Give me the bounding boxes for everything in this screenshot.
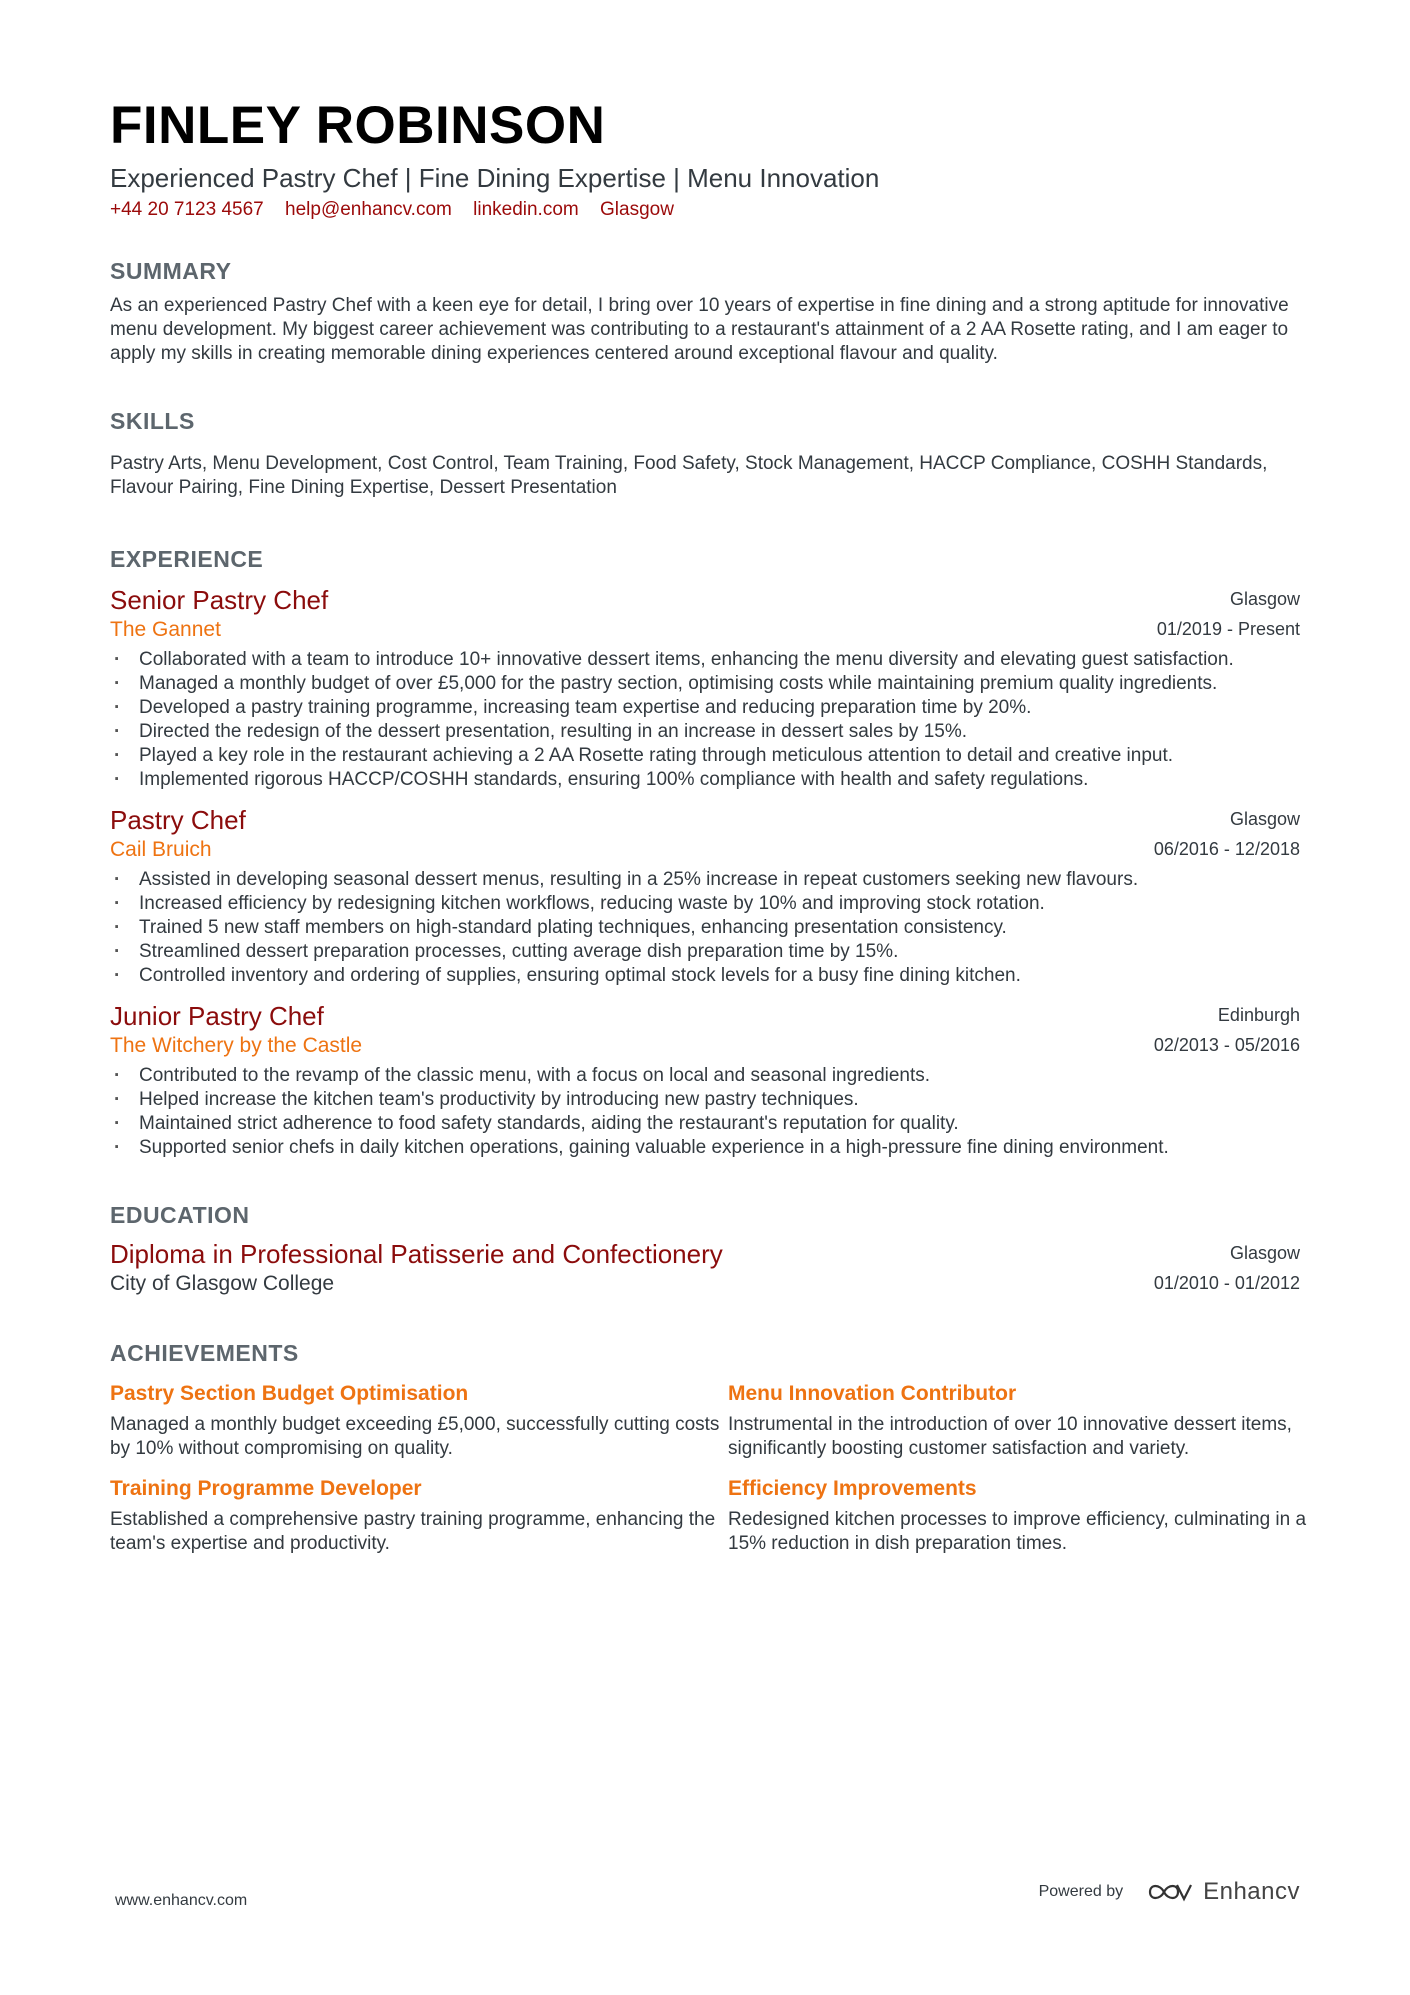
- achievement-desc: Established a comprehensive pastry training programme, enhancing the team's expertise and productivity.: [110, 1509, 716, 1554]
- bullet-item: · Trained 5 new staff members on high-standard plating techniques, enhancing presentation consistency.: [110, 916, 1300, 940]
- bullet-item: · Directed the redesign of the dessert presentation, resulting in an increase in dessert sales by 15%.: [110, 720, 1300, 744]
- achievement-title: Menu Innovation Contributor: [728, 1382, 1017, 1405]
- job-bullets: [110, 648, 1300, 792]
- brand-name: Enhancv: [1203, 1878, 1300, 1905]
- summary-section: [110, 256, 1300, 366]
- job-dates: 01/2019 - Present: [1156, 619, 1300, 639]
- education-school: City of Glasgow College: [110, 1272, 335, 1295]
- job-company: The Gannet: [110, 618, 221, 641]
- bullet-item: · Played a key role in the restaurant achieving a 2 AA Rosette rating through meticulous attention to detail and creative input.: [110, 744, 1300, 768]
- achievement-title: Efficiency Improvements: [728, 1477, 977, 1500]
- achievement-item: [110, 1380, 728, 1461]
- job-meta: [1154, 804, 1300, 864]
- achievement-desc: Managed a monthly budget exceeding £5,000, successfully cutting costs by 10% without compromising on quality.: [110, 1414, 720, 1459]
- contact-phone[interactable]: +44 20 7123 4567: [110, 199, 264, 220]
- summary-text: As an experienced Pastry Chef with a keen eye for detail, I bring over 10 years of expertise in fine dining and a strong aptitude for innovative menu development. My biggest career achievement was contributing to a restaurant's attainment of a 2 AA Rosette rating, and I am eager to apply my skills in creating memorable dining experiences centered around exceptional flavour and quality.: [110, 295, 1289, 364]
- skills-section: [110, 406, 1300, 500]
- achievements-grid: [110, 1380, 1307, 1556]
- job-bullets: [110, 1064, 1300, 1160]
- job-meta: [1154, 1000, 1300, 1060]
- section-title-education: EDUCATION: [110, 1202, 250, 1228]
- bullet-item: · Helped increase the kitchen team's productivity by introducing new pastry techniques.: [110, 1088, 1300, 1112]
- achievement-desc: Redesigned kitchen processes to improve efficiency, culminating in a 15% reduction in dish preparation times.: [728, 1509, 1307, 1554]
- section-title-experience: EXPERIENCE: [110, 546, 264, 572]
- contact-email[interactable]: help@enhancv.com: [285, 199, 452, 220]
- job-entry: [110, 1000, 1300, 1160]
- education-meta: [1154, 1238, 1300, 1298]
- achievement-item: [728, 1475, 1308, 1556]
- job-title: Pastry Chef: [110, 805, 246, 835]
- bullet-item: · Increased efficiency by redesigning kitchen workflows, reducing waste by 10% and improving stock rotation.: [110, 892, 1300, 916]
- skills-text: Pastry Arts, Menu Development, Cost Control, Team Training, Food Safety, Stock Management, HACCP Compliance, COSHH Standards, Flavour Pairing, Fine Dining Expertise, Dessert Presentation: [110, 453, 1268, 498]
- bullet-item: · Assisted in developing seasonal dessert menus, resulting in a 25% increase in repeat customers seeking new flavours.: [110, 868, 1300, 892]
- achievement-title: Training Programme Developer: [110, 1477, 422, 1500]
- achievement-item: [110, 1475, 728, 1556]
- contact-location: Glasgow: [600, 199, 674, 220]
- headline: Experienced Pastry Chef | Fine Dining Expertise | Menu Innovation: [110, 163, 880, 193]
- bullet-item: · Managed a monthly budget of over £5,000 for the pastry section, optimising costs while maintaining premium quality ingredients.: [110, 672, 1300, 696]
- job-title: Junior Pastry Chef: [110, 1001, 324, 1031]
- job-bullets: [110, 868, 1300, 988]
- job-entry: [110, 804, 1300, 988]
- experience-section: [110, 544, 1300, 1160]
- job-location: Glasgow: [1229, 589, 1300, 609]
- section-title-summary: SUMMARY: [110, 258, 232, 284]
- job-title: Senior Pastry Chef: [110, 585, 329, 615]
- education-location: Glasgow: [1229, 1243, 1300, 1263]
- contact-bar: [110, 198, 1300, 222]
- bullet-item: · Developed a pastry training programme, increasing team expertise and reducing preparation time by 20%.: [110, 696, 1300, 720]
- achievement-item: [728, 1380, 1308, 1461]
- bullet-item: · Collaborated with a team to introduce 10+ innovative dessert items, enhancing the menu diversity and elevating guest satisfaction.: [110, 648, 1300, 672]
- achievement-title: Pastry Section Budget Optimisation: [110, 1382, 469, 1405]
- contact-linkedin[interactable]: linkedin.com: [473, 199, 579, 220]
- job-location: Edinburgh: [1217, 1005, 1300, 1025]
- education-section: [110, 1200, 1300, 1298]
- job-company: The Witchery by the Castle: [110, 1034, 363, 1057]
- footer-website[interactable]: www.enhancv.com: [115, 1892, 248, 1909]
- job-meta: [1157, 584, 1300, 644]
- achievements-section: [110, 1338, 1307, 1556]
- education-dates: 01/2010 - 01/2012: [1153, 1273, 1300, 1293]
- footer-branding: [1039, 1878, 1300, 1906]
- bullet-item: · Controlled inventory and ordering of supplies, ensuring optimal stock levels for a busy fine dining kitchen.: [110, 964, 1300, 988]
- job-dates: 06/2016 - 12/2018: [1153, 839, 1300, 859]
- bullet-item: · Streamlined dessert preparation processes, cutting average dish preparation time by 15%.: [110, 940, 1300, 964]
- bullet-item: · Implemented rigorous HACCP/COSHH standards, ensuring 100% compliance with health and safety regulations.: [110, 768, 1300, 792]
- candidate-name: FINLEY ROBINSON: [110, 96, 606, 155]
- job-location: Glasgow: [1229, 809, 1300, 829]
- bullet-item: · Supported senior chefs in daily kitchen operations, gaining valuable experience in a high-pressure fine dining environment.: [110, 1136, 1300, 1160]
- section-title-skills: SKILLS: [110, 408, 195, 434]
- job-entry: [110, 584, 1300, 792]
- section-title-achievements: ACHIEVEMENTS: [110, 1340, 299, 1366]
- bullet-item: · Maintained strict adherence to food safety standards, aiding the restaurant's reputation for quality.: [110, 1112, 1300, 1136]
- bullet-item: · Contributed to the revamp of the classic menu, with a focus on local and seasonal ingredients.: [110, 1064, 1300, 1088]
- powered-by-text: Powered by: [1038, 1883, 1124, 1900]
- job-dates: 02/2013 - 05/2016: [1153, 1035, 1300, 1055]
- brand-logo[interactable]: [1147, 1878, 1300, 1906]
- job-company: Cail Bruich: [110, 838, 212, 861]
- achievement-desc: Instrumental in the introduction of over 10 innovative dessert items, significantly boosting customer satisfaction and variety.: [728, 1414, 1292, 1459]
- enhancv-logo-icon: [1147, 1879, 1193, 1905]
- education-degree: Diploma in Professional Patisserie and Confectionery: [110, 1239, 723, 1269]
- education-entry: [110, 1238, 1300, 1298]
